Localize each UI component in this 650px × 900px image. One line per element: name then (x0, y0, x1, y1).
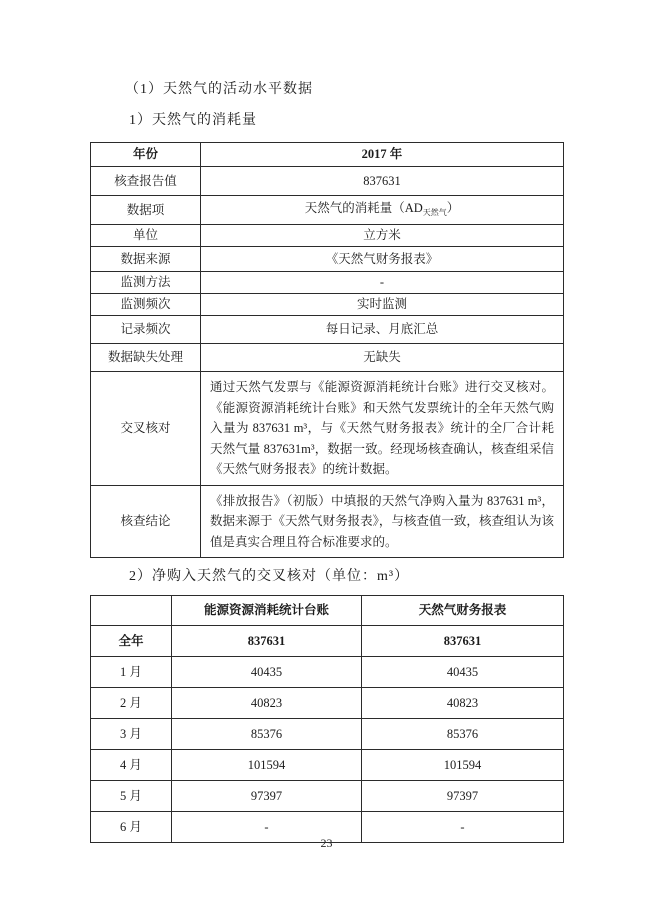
row-value: 2017 年 (201, 143, 564, 167)
row-value: 实时监测 (201, 294, 564, 316)
data-item-text: 天然气的消耗量（AD (304, 200, 423, 215)
row-label: 数据缺失处理 (91, 344, 201, 372)
consumption-table (90, 142, 564, 558)
ledger-value: 85376 (172, 719, 362, 750)
row-label: 4 月 (91, 750, 172, 781)
ledger-value: 97397 (172, 781, 362, 812)
page-number: 23 (320, 836, 333, 850)
row-label: 数据项 (91, 196, 201, 225)
row-label: 监测频次 (91, 294, 201, 316)
table-row (91, 316, 564, 344)
row-label: 5 月 (91, 781, 172, 812)
row-value: 837631 (201, 167, 564, 196)
financial-value: 837631 (362, 626, 564, 657)
row-value: 无缺失 (201, 344, 564, 372)
table-row (91, 167, 564, 196)
row-label: 核查报告值 (91, 167, 201, 196)
row-label: 交叉核对 (91, 372, 201, 486)
row-value: 《天然气财务报表》 (201, 247, 564, 272)
table-row-month (91, 657, 564, 688)
row-label: 1 月 (91, 657, 172, 688)
table-row-conclusion (91, 485, 564, 558)
ledger-value: 101594 (172, 750, 362, 781)
cross-check-text: 通过天然气发票与《能源资源消耗统计台账》进行交叉核对。《能源资源消耗统计台账》和天然气发票统计的全年天然气购入量为 837631 m³，与《天然气财务报表》统计的全厂合计耗天然气量 837631m³，数据一致。经现场核查确认，核查组采信《天然气财务报表》的统计数据。 (201, 372, 564, 486)
page-content (90, 80, 563, 843)
row-label: 6 月 (91, 812, 172, 843)
row-label: 记录频次 (91, 316, 201, 344)
row-value: - (201, 272, 564, 294)
section-heading: （1）天然气的活动水平数据 (125, 82, 313, 97)
table-row (91, 225, 564, 247)
table-row-month (91, 781, 564, 812)
header-empty (91, 596, 172, 626)
row-label: 核查结论 (91, 485, 201, 558)
table-row-month (91, 719, 564, 750)
table-row (91, 247, 564, 272)
ledger-value: 40435 (172, 657, 362, 688)
row-label: 年份 (91, 143, 201, 167)
cross-check-table (90, 595, 564, 843)
table-row-cross-check (91, 372, 564, 486)
data-item-suffix: ） (446, 200, 460, 215)
financial-value: 85376 (362, 719, 564, 750)
data-item-subscript: 天然气 (422, 207, 447, 217)
table-row (91, 294, 564, 316)
table-row (91, 272, 564, 294)
table-row (91, 196, 564, 225)
table-row (91, 344, 564, 372)
subsection-heading-consumption: 1）天然气的消耗量 (129, 113, 257, 128)
row-label: 单位 (91, 225, 201, 247)
row-value: 立方米 (201, 225, 564, 247)
conclusion-text: 《排放报告》（初版）中填报的天然气净购入量为 837631 m³，数据来源于《天然气财务报表》，与核查值一致，核查组认为该值是真实合理且符合标准要求的。 (201, 485, 564, 558)
row-value: 每日记录、月底汇总 (201, 316, 564, 344)
table-header-row (91, 596, 564, 626)
header-financial: 天然气财务报表 (362, 596, 564, 626)
financial-value: 101594 (362, 750, 564, 781)
table-row (91, 143, 564, 167)
row-label: 全年 (91, 626, 172, 657)
subsection-heading-cross-check: 2）净购入天然气的交叉核对（单位：m³） (129, 569, 410, 584)
financial-value: 97397 (362, 781, 564, 812)
financial-value: 40435 (362, 657, 564, 688)
row-label: 监测方法 (91, 272, 201, 294)
ledger-value: 837631 (172, 626, 362, 657)
table-row-month (91, 750, 564, 781)
row-value (201, 196, 564, 225)
financial-value: 40823 (362, 688, 564, 719)
row-label: 数据来源 (91, 247, 201, 272)
row-label: 2 月 (91, 688, 172, 719)
table-row-annual (91, 626, 564, 657)
financial-value: - (362, 812, 564, 843)
ledger-value: - (172, 812, 362, 843)
header-ledger: 能源资源消耗统计台账 (172, 596, 362, 626)
ledger-value: 40823 (172, 688, 362, 719)
row-label: 3 月 (91, 719, 172, 750)
table-row-month (91, 688, 564, 719)
